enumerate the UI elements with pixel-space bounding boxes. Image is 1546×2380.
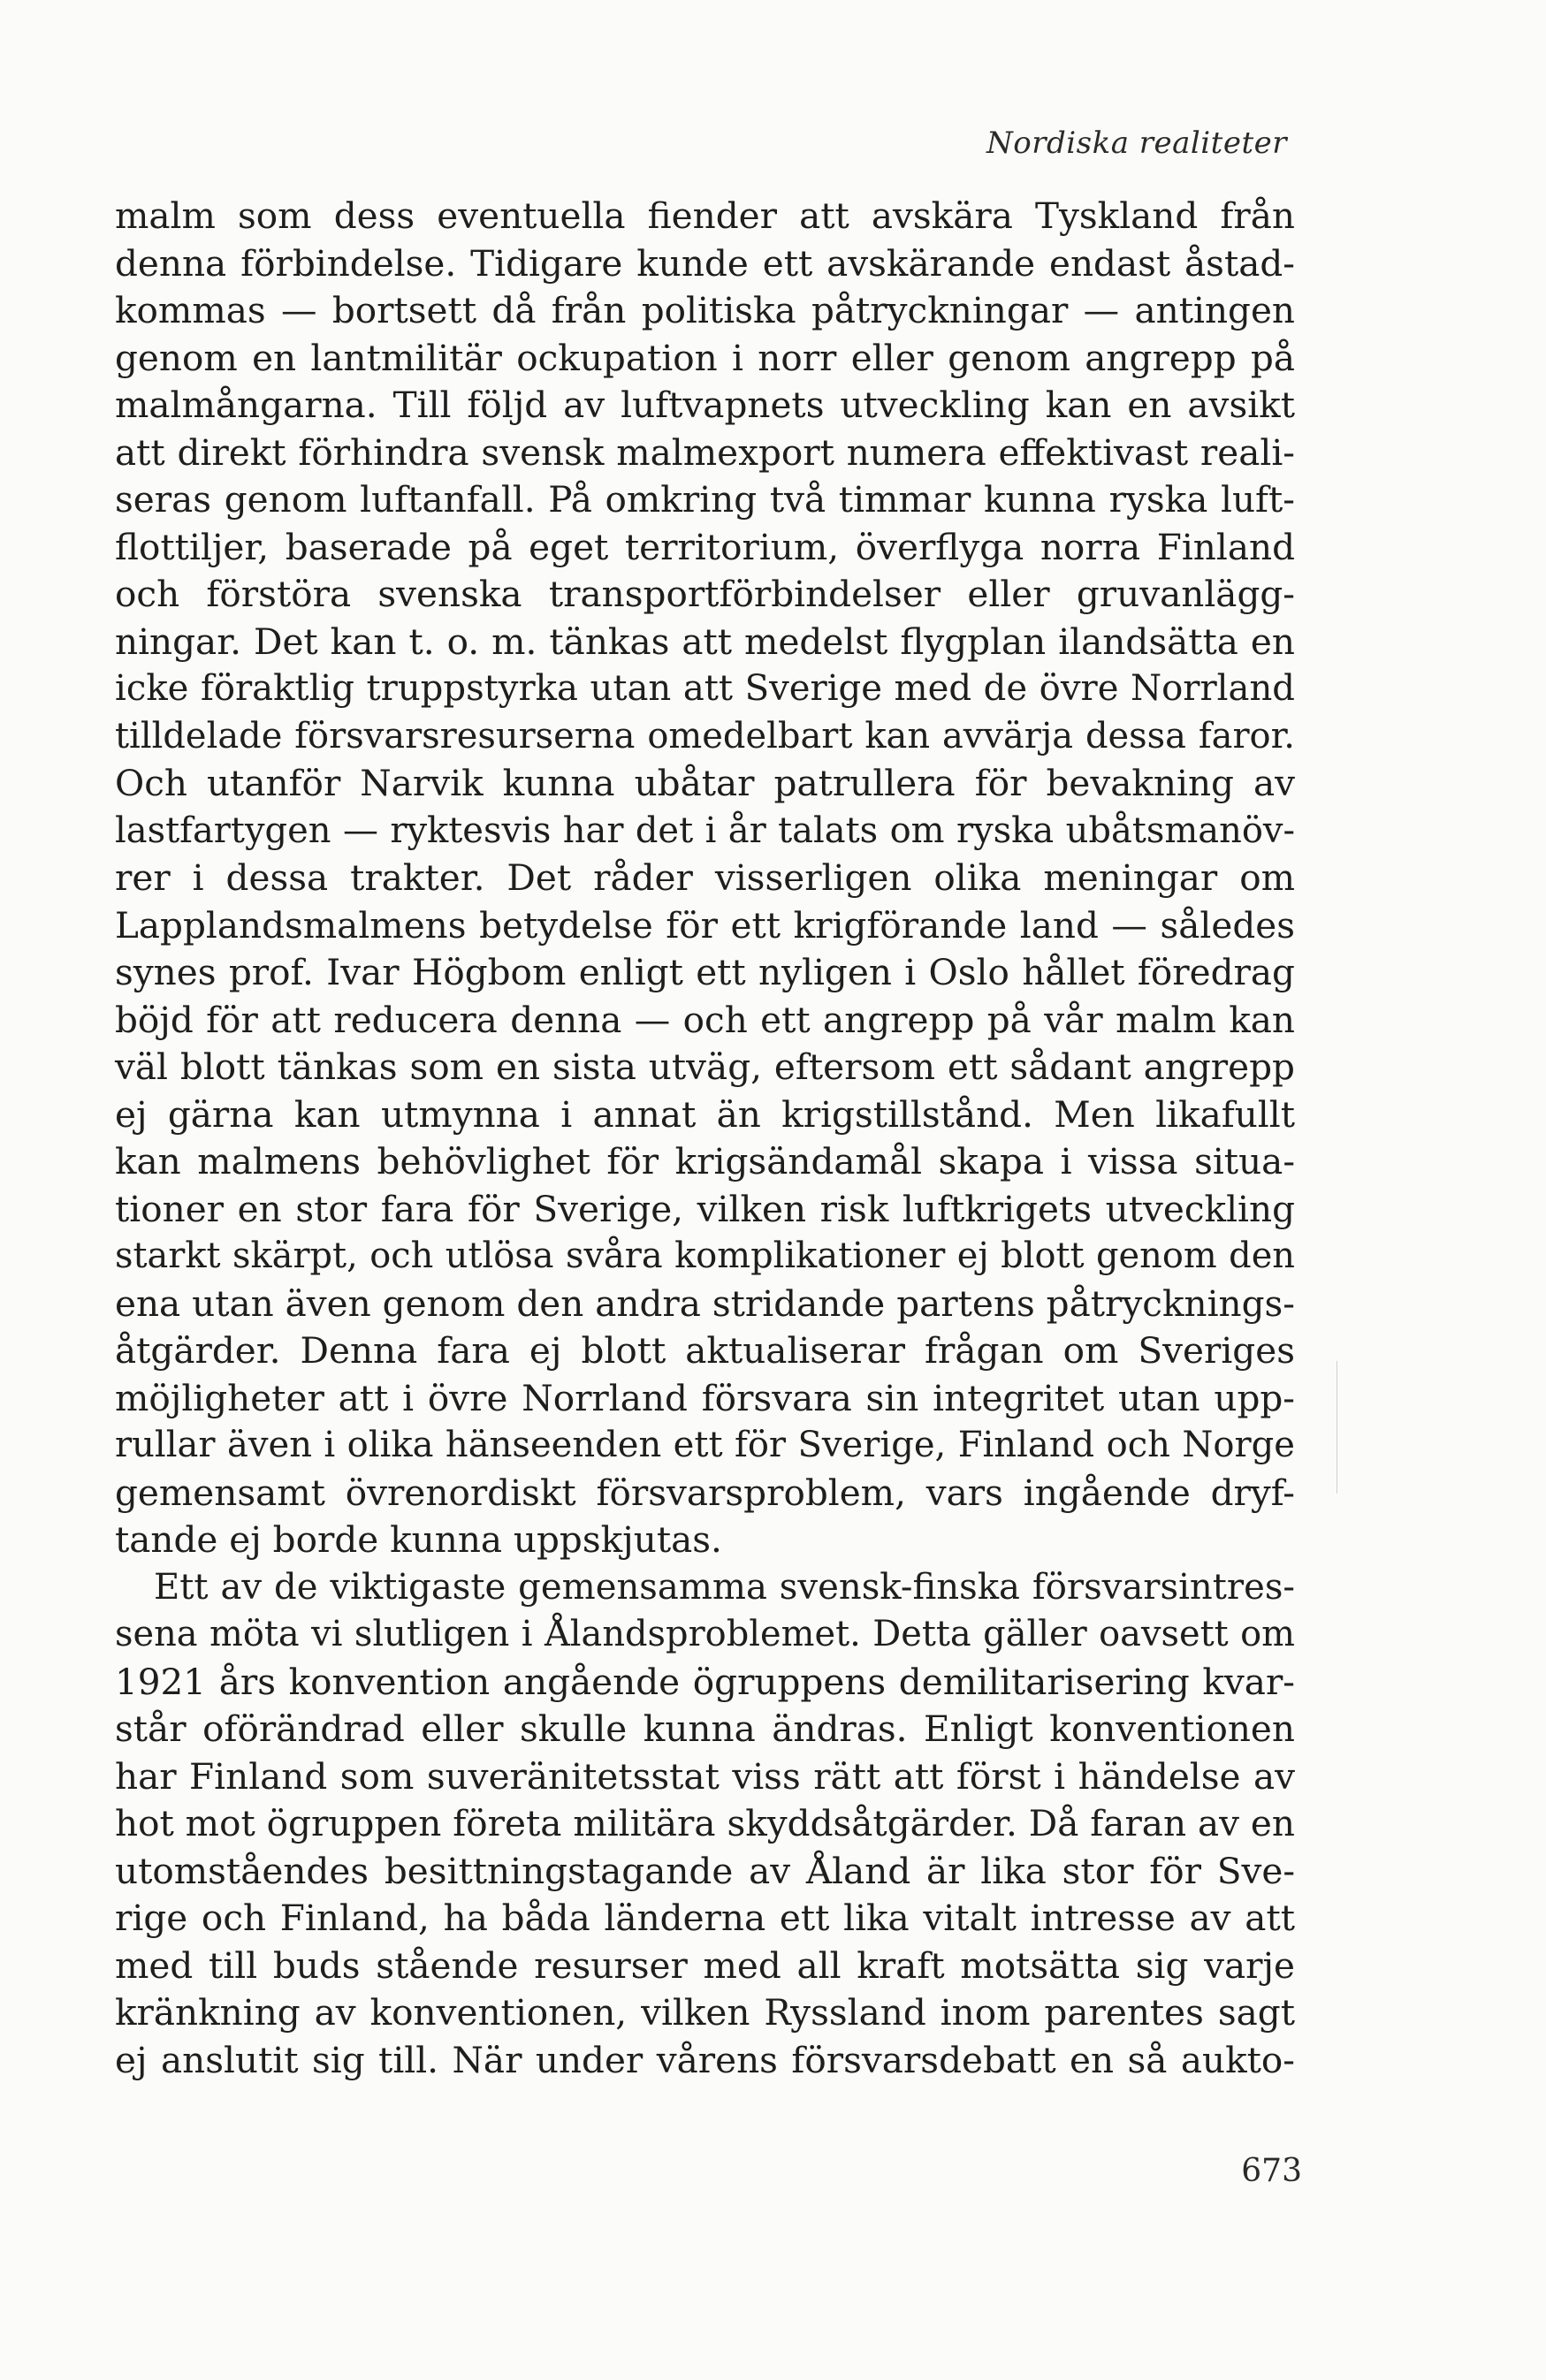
text-line: flottiljer, baserade på eget territorium, överflyga norra Finland: [115, 525, 1295, 568]
text-line: malmångarna. Till följd av luftvapnets utveckling kan en avsikt: [115, 384, 1295, 426]
paragraph-2: [115, 1564, 1295, 2085]
text-line: tilldelade försvarsresurserna omedelbart kan avvärja dessa faror.: [115, 715, 1295, 757]
text-line: Och utanför Narvik kunna ubåtar patrullera för bevakning av: [115, 762, 1295, 804]
text-line: denna förbindelse. Tidigare kunde ett avskärande endast åstad-: [115, 241, 1295, 285]
paragraph-1: [115, 193, 1295, 1564]
running-head-title: Nordiska realiteter: [986, 125, 1287, 161]
text-line: väl blott tänkas som en sista utväg, eftersom ett sådant angrepp: [115, 1046, 1295, 1088]
text-line: kommas — bortsett då från politiska påtryckningar — antingen: [115, 289, 1295, 331]
text-line: rige och Finland, ha båda länderna ett lika vitalt intresse av att: [115, 1897, 1295, 1939]
text-line: Lapplandsmalmens betydelse för ett krigförande land — således: [115, 903, 1295, 947]
text-line: kränkning av konventionen, vilken Ryssland inom parentes sagt: [115, 1991, 1295, 2034]
text-line: åtgärder. Denna fara ej blott aktualiserar frågan om Sveriges: [115, 1329, 1295, 1372]
text-line: rer i dessa trakter. Det råder visserligen olika meningar om: [115, 856, 1295, 899]
text-line: ningar. Det kan t. o. m. tänkas att medelst flygplan ilandsätta en: [115, 620, 1295, 663]
text-line: böjd för att reducera denna — och ett angrepp på vår malm kan: [115, 998, 1295, 1041]
text-line: tande ej borde kunna uppskjutas.: [115, 1518, 722, 1561]
body-text: [115, 193, 1295, 2084]
text-line: ena utan även genom den andra stridande partens påtrycknings-: [115, 1281, 1295, 1325]
text-line: och förstöra svenska transportförbindelser eller gruvanlägg-: [115, 573, 1295, 615]
text-line: seras genom luftanfall. På omkring två timmar kunna ryska luft-: [115, 478, 1295, 521]
text-line: 1921 års konvention angående ögruppens demilitarisering kvar-: [115, 1660, 1295, 1703]
text-line: tioner en stor fara för Sverige, vilken risk luftkrigets utveckling: [115, 1187, 1295, 1230]
text-line: möjligheter att i övre Norrland försvara sin integritet utan upp-: [115, 1376, 1295, 1419]
text-line: Ett av de viktigaste gemensamma svensk-finska försvarsintres-: [154, 1566, 1295, 1608]
text-line: ej gärna kan utmynna i annat än krigstillstånd. Men likafullt: [115, 1092, 1295, 1136]
text-line: står oförändrad eller skulle kunna ändras. Enligt konventionen: [115, 1707, 1295, 1750]
text-line: genom en lantmilitär ockupation i norr eller genom angrepp på: [115, 336, 1295, 379]
page-number: 673: [1241, 2153, 1302, 2189]
text-line: hot mot ögruppen företa militära skyddsåtgärder. Då faran av en: [115, 1802, 1295, 1844]
text-line: icke föraktlig truppstyrka utan att Sverige med de övre Norrland: [115, 668, 1295, 709]
text-line: har Finland som suveränitetsstat viss rätt att först i händelse av: [115, 1754, 1295, 1798]
text-line: utomståendes besittningstagande av Åland är lika stor för Sve-: [115, 1849, 1295, 1892]
text-line: att direkt förhindra svensk malmexport numera effektivast reali-: [115, 430, 1295, 474]
text-line: synes prof. Ivar Högbom enligt ett nyligen i Oslo hållet föredrag: [115, 951, 1295, 993]
text-line: malm som dess eventuella fiender att avskära Tyskland från: [115, 194, 1295, 237]
text-line: starkt skärpt, och utlösa svåra komplikationer ej blott genom den: [115, 1236, 1295, 1276]
text-line: lastfartygen — ryktesvis har det i år talats om ryska ubåtsmanöv-: [115, 810, 1295, 851]
text-line: sena möta vi slutligen i Ålandsproblemet. Detta gäller oavsett om: [115, 1614, 1295, 1654]
text-line: med till buds stående resurser med all kraft motsätta sig varje: [115, 1943, 1295, 1987]
text-line: ej anslutit sig till. När under vårens försvarsdebatt en så aukto-: [115, 2038, 1295, 2081]
text-line: gemensamt övrenordiskt försvarsproblem, vars ingående dryf-: [115, 1471, 1295, 1514]
text-line: rullar även i olika hänseenden ett för Sverige, Finland och Norge: [115, 1425, 1295, 1465]
text-line: kan malmens behövlighet för krigsändamål skapa i vissa situa-: [115, 1140, 1295, 1182]
